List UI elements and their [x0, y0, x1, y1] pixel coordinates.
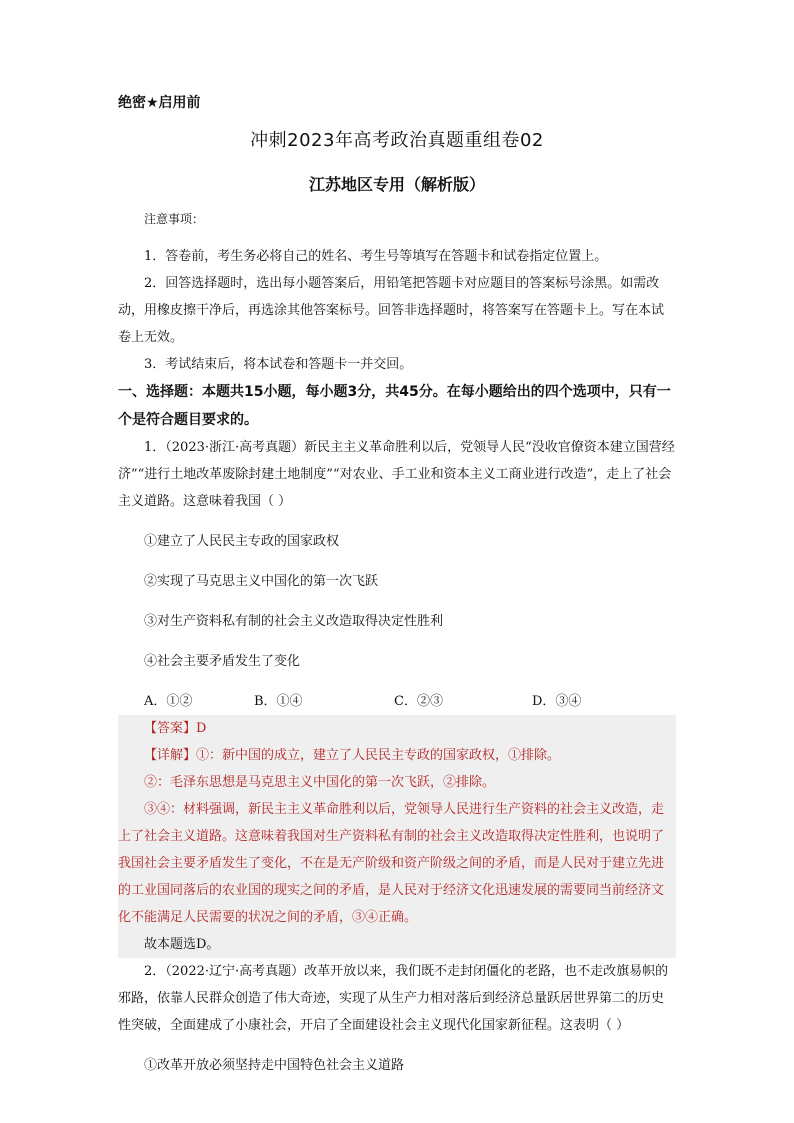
detail-3: ③④：材料强调，新民主主义革命胜利以后，党领导人民进行生产资料的社会主义改造，走上了社会主义道路。这意味着我国对生产资料私有制的社会主义改造取得决定性胜利，也说明了我国社会主要矛盾发生了变化，不在是无产阶级和资产阶级之间的矛盾，而是人民对于建立先进的工业国同落后的农业国的现实之间的矛盾，是人民对于经济文化迅速发展的需要同当前经济文化不能满足人民需要的状况之间的矛盾，③④正确。	[118, 802, 665, 925]
question-1-option-4: ④社会主要矛盾发生了变化	[144, 654, 301, 669]
notes-item-2: 2．回答选择题时，选出每小题答案后，用铅笔把答题卡对应题目的答案标号涂黑。如需改动，用橡皮擦干净后，再选涂其他答案标号。回答非选择题时，将答案写在答题卡上。写在本试卷上无效。	[118, 276, 665, 345]
choice-b: B．①④	[254, 694, 303, 709]
detail-label: 【详解】	[144, 748, 197, 763]
question-1-option-1: ①建立了人民民主专政的国家政权	[144, 534, 340, 549]
detail-1-text: ①：新中国的成立，建立了人民民主专政的国家政权，①排除。	[196, 748, 561, 763]
section-heading: 一、选择题：本题共15小题，每小题3分，共45分。在每小题给出的四个选项中，只有一个是符合题目要求的。	[118, 384, 671, 428]
question-1-choices	[118, 688, 676, 715]
document-body	[118, 92, 676, 1092]
choice-a: A．①②	[144, 694, 193, 709]
question-2-option-1: ①改革开放必须坚持走中国特色社会主义道路	[144, 1058, 405, 1073]
secret-label: 绝密★启用前	[118, 95, 201, 111]
question-1-option-2: ②实现了马克思主义中国化的第一次飞跃	[144, 574, 379, 589]
question-2-stem: 2．（2022·辽宁·高考真题）改革开放以来，我们既不走封闭僵化的老路，也不走改旗易帜的邪路，依靠人民群众创造了伟大奇迹，实现了从生产力相对落后到经济总量跃居世界第二的历史性突破，全面建成了小康社会，开启了全面建设社会主义现代化国家新征程。这表明（ ）	[118, 964, 669, 1033]
notes-item-3: 3．考试结束后，将本试卷和答题卡一并交回。	[144, 357, 413, 372]
detail-1	[118, 742, 676, 769]
page-title: 冲刺2023年高考政治真题重组卷02	[250, 130, 544, 151]
question-1-stem: 1．（2023·浙江·高考真题）新民主主义革命胜利以后，党领导人民“没收官僚资本建立国营经济”“进行土地改革废除封建土地制度”“对农业、手工业和资本主义工商业进行改造”，走上了社会主义道路。这意味着我国（ ）	[118, 440, 675, 509]
page-subtitle: 江苏地区专用（解析版）	[308, 175, 485, 194]
answer-label: 【答案】D	[144, 721, 207, 736]
question-1-option-3: ③对生产资料私有制的社会主义改造取得决定性胜利	[144, 614, 444, 629]
notes-item-1: 1．答卷前，考生务必将自己的姓名、考生号等填写在答题卡和试卷指定位置上。	[144, 249, 608, 264]
question-1	[118, 434, 676, 958]
answer-explanation-box	[118, 715, 676, 958]
choice-c: C．②③	[394, 694, 443, 709]
conclusion: 故本题选D。	[144, 937, 220, 952]
detail-2: ②：毛泽东思想是马克思主义中国化的第一次飞跃，②排除。	[144, 775, 496, 790]
notes-heading: 注意事项：	[144, 212, 205, 226]
notes-block	[118, 207, 676, 378]
choice-d: D．③④	[532, 694, 582, 709]
question-2	[118, 958, 676, 1079]
